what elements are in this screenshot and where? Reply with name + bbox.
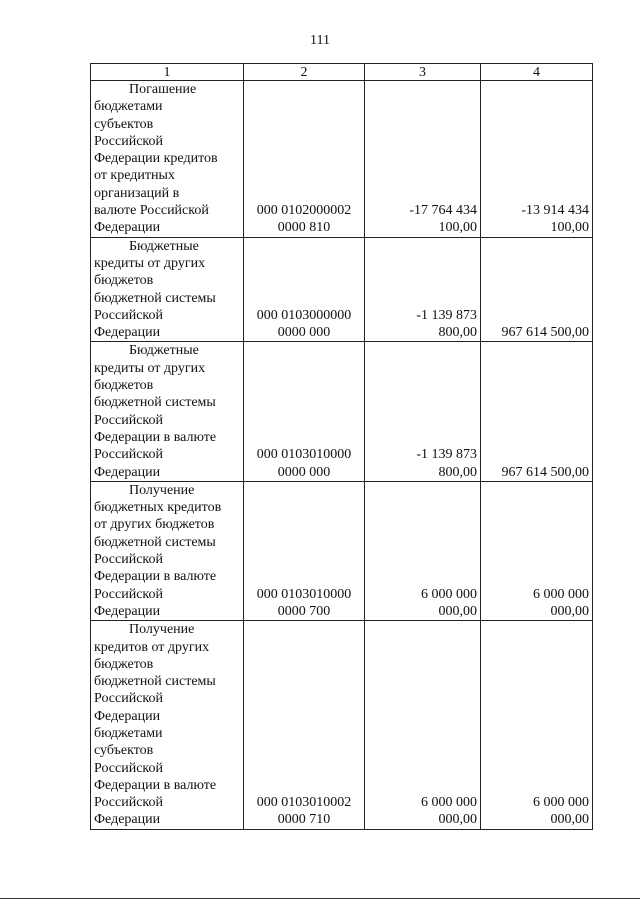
table-row (91, 621, 593, 830)
row-budget-code-line: 0000 000 (277, 325, 331, 341)
row-amount-col4-line: 967 614 500,00 (501, 325, 589, 341)
row-amount-col4-line: 6 000 000 (533, 795, 589, 811)
row-description-line: кредиты от других (94, 360, 206, 376)
row-amount-col3-line: 6 000 000 (421, 586, 477, 602)
row-amount-col3 (365, 81, 481, 238)
column-header-2: 2 (244, 64, 365, 81)
row-description-line: Бюджетные (129, 238, 199, 254)
row-description-line: Получение (129, 622, 195, 638)
row-description-line: Российской (94, 760, 163, 776)
row-amount-col3-line: 6 000 000 (421, 795, 477, 811)
footer-divider (0, 898, 640, 899)
row-description-line: Российской (94, 795, 163, 811)
row-amount-col4-line: 967 614 500,00 (501, 464, 589, 480)
row-description-line: Российской (94, 691, 163, 707)
row-description-line: Российской (94, 307, 163, 323)
row-amount-col3-line: 800,00 (438, 464, 477, 480)
table-row (91, 481, 593, 620)
row-description-line: бюджетов (94, 378, 154, 394)
row-amount-col4-line: 000,00 (550, 812, 589, 828)
row-amount-col3-line: -17 764 434 (409, 203, 477, 219)
row-description-line: Российской (94, 552, 163, 568)
row-description-line: Федерации кредитов (94, 151, 218, 167)
row-description-line: кредитов от других (94, 639, 210, 655)
row-description-line: от кредитных (94, 168, 175, 184)
row-budget-code-line: 000 0103010000 (256, 447, 352, 463)
row-budget-code-line: 000 0103010000 (256, 586, 352, 602)
row-budget-code-line: 0000 710 (277, 812, 331, 828)
row-amount-col4 (481, 342, 593, 481)
row-description (91, 81, 244, 238)
table-row (91, 342, 593, 481)
row-description-line: Российской (94, 133, 163, 149)
row-amount-col3-line: 100,00 (438, 220, 477, 236)
row-budget-code (244, 481, 365, 620)
row-description-line: бюджетов (94, 656, 154, 672)
row-amount-col4 (481, 621, 593, 830)
column-header-4: 4 (481, 64, 593, 81)
row-description-line: Федерации (94, 325, 161, 341)
row-amount-col4 (481, 481, 593, 620)
row-budget-code-line: 000 0103010002 (256, 795, 352, 811)
row-description-line: Российской (94, 586, 163, 602)
row-budget-code (244, 621, 365, 830)
row-description-line: Федерации (94, 708, 161, 724)
row-description (91, 342, 244, 481)
row-amount-col4-line: 100,00 (550, 220, 589, 236)
row-budget-code-line: 000 0103000000 (256, 307, 352, 323)
row-budget-code-line: 000 0102000002 (256, 203, 352, 219)
budget-table (90, 63, 593, 830)
row-budget-code (244, 81, 365, 238)
row-description-line: бюджетной системы (94, 290, 216, 306)
row-description-line: бюджетами (94, 99, 163, 115)
row-description-line: бюджетных кредитов (94, 500, 222, 516)
row-description-line: Российской (94, 412, 163, 428)
row-amount-col4-line: -13 914 434 (521, 203, 589, 219)
row-amount-col3-line: 000,00 (438, 603, 477, 619)
row-description-line: субъектов (94, 116, 154, 132)
row-budget-code (244, 342, 365, 481)
row-description-line: Бюджетные (129, 343, 199, 359)
row-amount-col3-line: -1 139 873 (416, 307, 477, 323)
row-amount-col3-line: 000,00 (438, 812, 477, 828)
row-budget-code (244, 237, 365, 342)
column-header-1: 1 (91, 64, 244, 81)
row-amount-col3 (365, 621, 481, 830)
table-body (91, 81, 593, 830)
table-row (91, 81, 593, 238)
row-amount-col3 (365, 237, 481, 342)
table-row (91, 237, 593, 342)
row-description-line: бюджетной системы (94, 395, 216, 411)
row-amount-col3 (365, 481, 481, 620)
row-description-line: Федерации в валюте (94, 777, 217, 793)
row-description-line: от других бюджетов (94, 517, 215, 533)
row-description (91, 481, 244, 620)
row-description-line: Федерации (94, 812, 161, 828)
row-amount-col4-line: 6 000 000 (533, 586, 589, 602)
row-description-line: бюджетной системы (94, 674, 216, 690)
row-description-line: валюте Российской (94, 203, 209, 219)
row-description-line: Федерации в валюте (94, 569, 217, 585)
row-description-line: бюджетов (94, 273, 154, 289)
row-budget-code-line: 0000 000 (277, 464, 331, 480)
row-description-line: бюджетной системы (94, 534, 216, 550)
row-description-line: Федерации (94, 220, 161, 236)
row-description-line: Получение (129, 482, 195, 498)
row-budget-code-line: 0000 700 (277, 603, 331, 619)
row-description-line: Федерации (94, 603, 161, 619)
table-header-row (91, 64, 593, 81)
row-description-line: организаций в (94, 185, 180, 201)
row-description-line: Погашение (129, 82, 197, 97)
row-description-line: Федерации (94, 464, 161, 480)
row-description (91, 237, 244, 342)
row-description-line: Федерации в валюте (94, 429, 217, 445)
column-header-3: 3 (365, 64, 481, 81)
row-description-line: Российской (94, 447, 163, 463)
row-description (91, 621, 244, 830)
row-description-line: кредиты от других (94, 255, 206, 271)
page-number: 111 (310, 33, 330, 48)
row-amount-col3-line: -1 139 873 (416, 447, 477, 463)
row-budget-code-line: 0000 810 (277, 220, 331, 236)
row-amount-col4 (481, 81, 593, 238)
row-amount-col3-line: 800,00 (438, 325, 477, 341)
row-amount-col3 (365, 342, 481, 481)
row-description-line: субъектов (94, 743, 154, 759)
row-amount-col4-line: 000,00 (550, 603, 589, 619)
row-amount-col4 (481, 237, 593, 342)
row-description-line: бюджетами (94, 725, 163, 741)
